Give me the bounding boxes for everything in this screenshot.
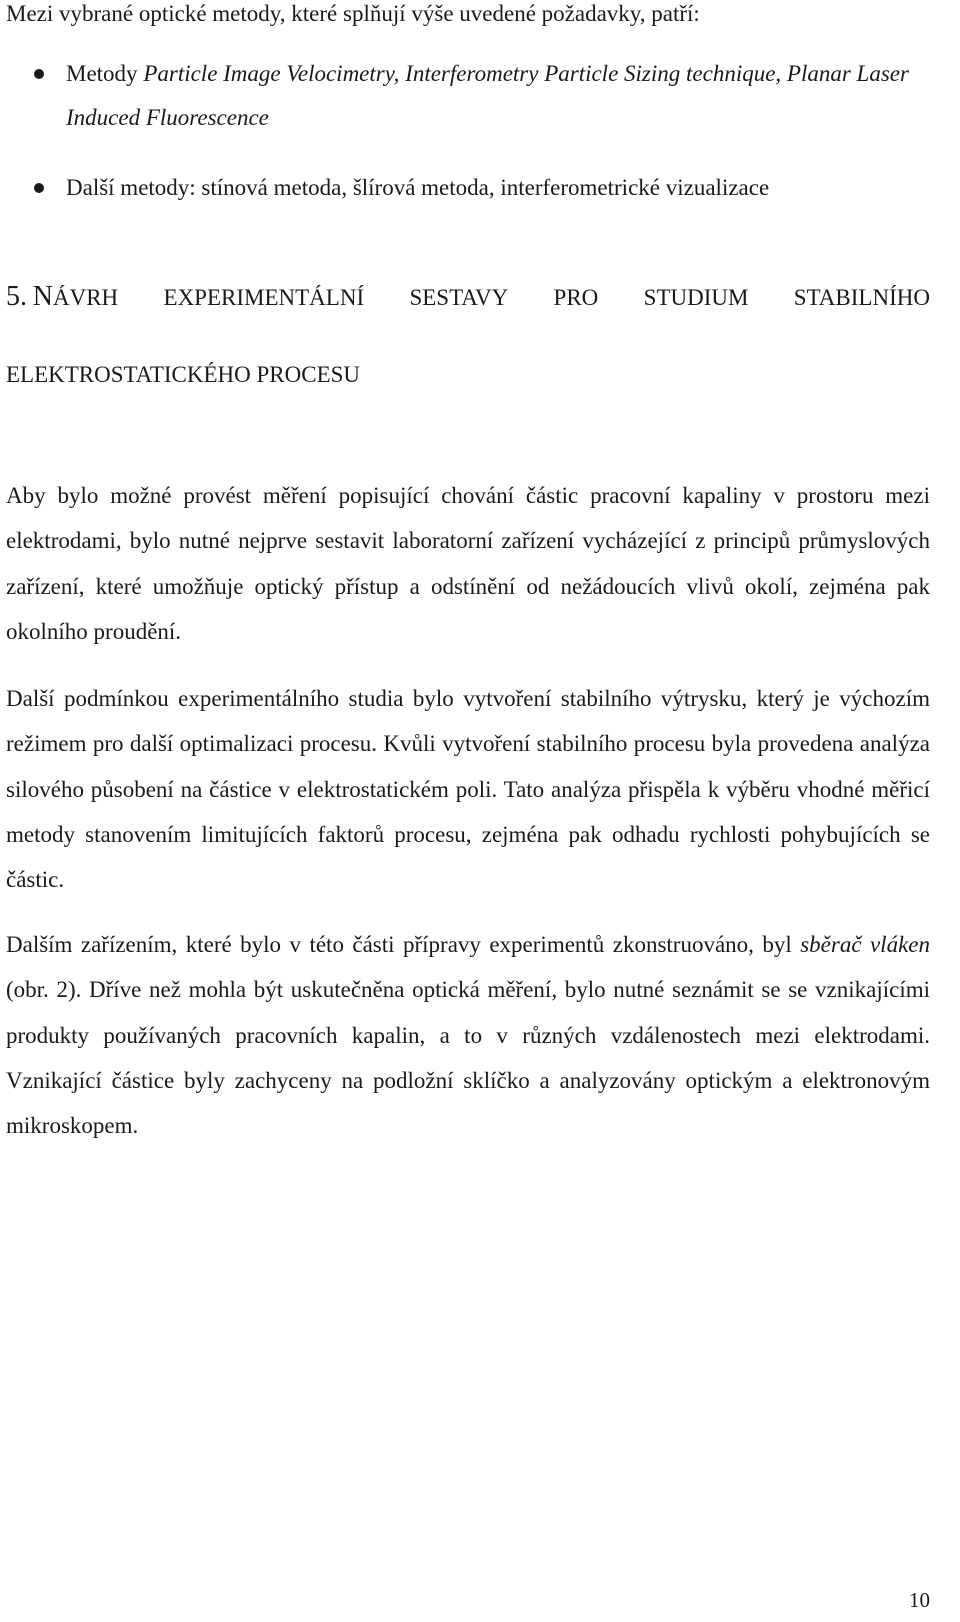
methods-list: [0, 52, 960, 210]
page-number: 10: [909, 1588, 930, 1612]
heading-word: PRO: [553, 285, 599, 310]
heading-initial: N: [32, 281, 53, 312]
section-heading: [6, 281, 930, 388]
heading-word: EXPERIMENTÁLNÍ: [163, 285, 365, 310]
heading-word: SESTAVY: [409, 285, 509, 310]
paragraph-2: Další podmínkou experimentálního studia bylo vytvoření stabilního výtrysku, který je výchozím režimem pro další optimalizaci procesu. Kvůli vytvoření stabilního procesu byla provedena analýza silového působení na částice v elektrostatickém poli. Tato analýza přispěla k výběru vhodné měřicí metody stanovením limitujících faktorů procesu, zejména pak odhadu rychlosti pohybujících se částic.: [6, 686, 930, 893]
heading-word: ÁVRH: [52, 285, 119, 310]
paragraph-1: Aby bylo možné provést měření popisující chování částic pracovní kapaliny v prostoru mezi elektrodami, bylo nutné nejprve sestavit laboratorní zařízení vycházející z principů průmyslových zařízení, které umožňuje optický přístup a odstínění od nežádoucích vlivů okolí, zejména pak okolního proudění.: [6, 483, 930, 644]
paragraph-3-rest: (obr. 2). Dříve než mohla být uskutečněna optická měření, bylo nutné seznámit se se vznikajícími produkty používaných pracovních kapalin, a to v různých vzdálenostech mezi elektrodami. Vznikající částice byly zachyceny na podložní sklíčko a analyzovány optickým a elektronovým mikroskopem.: [6, 977, 930, 1139]
list-item: [0, 166, 946, 210]
paragraph-3-start: Dalším zařízením, které bylo v této části přípravy experimentů zkonstruováno, byl: [6, 932, 801, 957]
paragraph-3: [6, 922, 930, 1148]
list-item-prefix: Metody: [66, 61, 144, 86]
list-item-text: Další metody: stínová metoda, šlírová metoda, interferometrické vizualizace: [66, 175, 770, 200]
heading-word: STABILNÍHO: [793, 285, 930, 310]
heading-row: [6, 281, 930, 317]
fiber-collector-term: sběrač vláken: [800, 932, 930, 957]
heading-first-word: [6, 281, 118, 313]
heading-word: STUDIUM: [643, 285, 749, 310]
list-item-methods: Particle Image Velocimetry, Interferometry Particle Sizing technique, Planar Laser Induced Fluorescence: [66, 61, 909, 130]
bullet-icon: [34, 183, 44, 193]
heading-line-2: ELEKTROSTATICKÉHO PROCESU: [6, 362, 361, 387]
section-number: 5.: [6, 281, 27, 312]
bullet-icon: [34, 69, 44, 79]
list-item: [0, 52, 946, 140]
intro-sentence: Mezi vybrané optické metody, které splňují výše uvedené požadavky, patří:: [6, 1, 700, 26]
